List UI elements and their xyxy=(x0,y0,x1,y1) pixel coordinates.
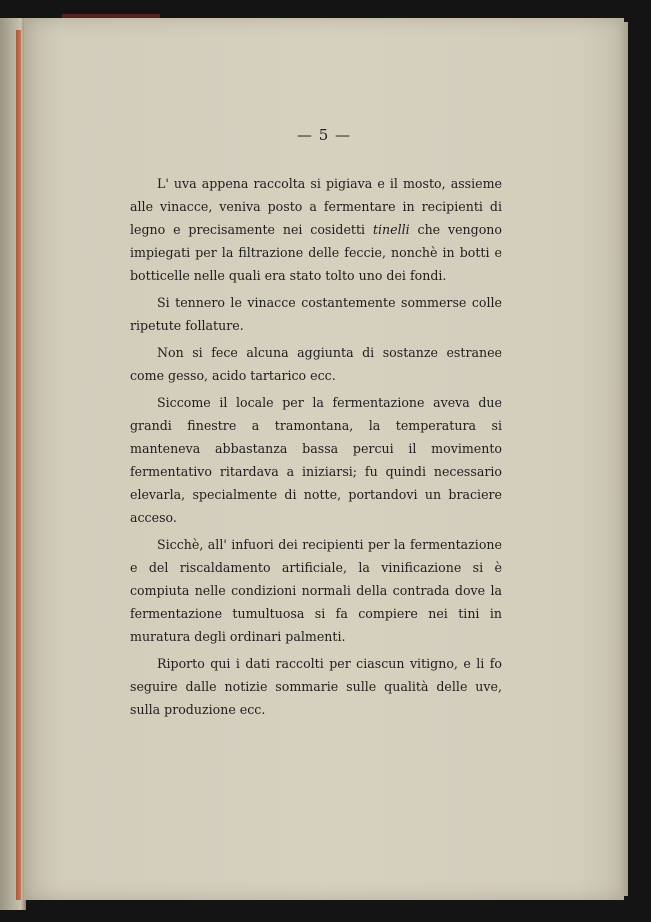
paragraph-4: Siccome il locale per la fermentazione aveva due grandi finestre a tramontana, la temperatura si manteneva abbastanza bassa percui il movimento fermentativo ritardava a iniziarsi; fu quindi necessario elevarla, specialmente di notte, portandovi un braciere acceso. xyxy=(130,395,502,525)
page-body xyxy=(130,172,502,725)
previous-page-red-edge xyxy=(16,30,21,900)
paragraph-1-text-a: L' uva appena raccolta si pigiava e il mosto, assieme alle vinacce, veniva posto a fermentare in recipienti di legno e precisamente nei cosidetti xyxy=(130,176,502,237)
paragraph-1-italic-term: tinelli xyxy=(372,222,410,237)
book-page xyxy=(24,18,624,900)
previous-page-edge xyxy=(0,18,26,910)
paragraph-1 xyxy=(130,172,502,287)
paragraph-2: Si tennero le vinacce costantemente sommerse colle ripetute follature. xyxy=(130,295,502,333)
paragraph-5: Sicchè, all' infuori dei recipienti per la fermentazione e del riscaldamento artificiale, la vinificazione si è compiuta nelle condizioni normali della contrada dove la fermentazione tumultuosa si fa compiere nei tini in muratura degli ordinari palmenti. xyxy=(130,537,502,644)
paragraph-6: Riporto qui i dati raccolti per ciascun vitigno, e li fo seguire dalle notizie sommarie sulle qualità delle uve, sulla produzione ecc. xyxy=(130,656,502,717)
paragraph-1-text-b: che vengono impiegati per la filtrazione delle feccie, nonchè in botti e botticelle nelle quali era stato tolto uno dei fondi. xyxy=(130,222,502,283)
page-right-edge xyxy=(620,22,628,896)
paragraph-3: Non si fece alcuna aggiunta di sostanze estranee come gesso, acido tartarico ecc. xyxy=(130,345,502,383)
page-number: — 5 — xyxy=(296,126,352,144)
